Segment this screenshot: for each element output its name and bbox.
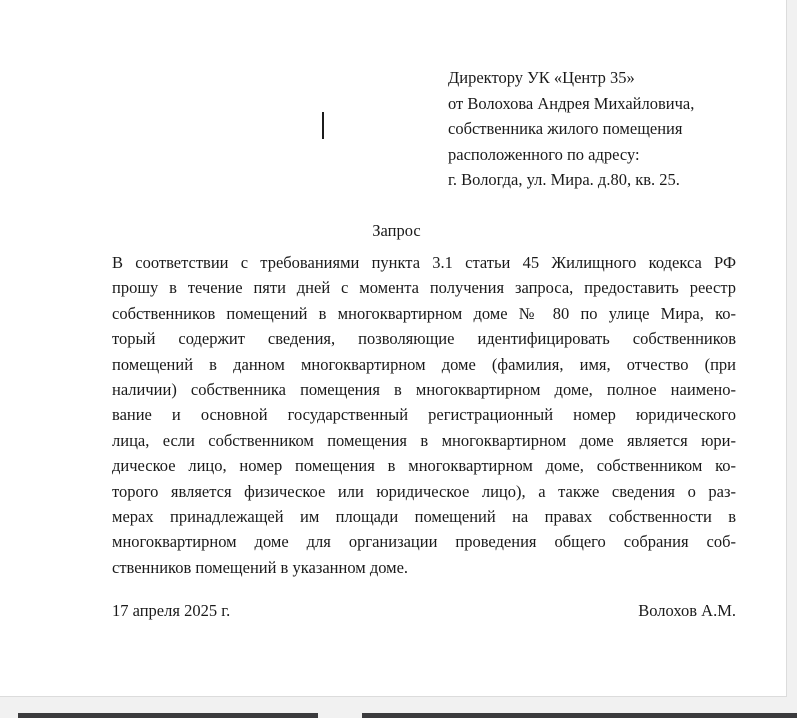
addressee-line-address-value: г. Вологда, ул. Мира. д.80, кв. 25. xyxy=(448,170,680,189)
horizontal-scrollbar-thumb[interactable] xyxy=(18,713,318,718)
addressee-line-from: от Волохова Андрея Михайловича, xyxy=(448,93,695,113)
horizontal-scrollbar-thumb-secondary[interactable] xyxy=(362,713,797,718)
document-footer xyxy=(112,600,736,622)
body-line: вание и основной государственный регистрационный номер юридического xyxy=(112,405,736,425)
body-line: дическое лицо, номер помещения в многоквартирном доме, собственником ко- xyxy=(112,456,736,476)
body-line: торого является физическое или юридическое лицо), а также сведения о раз- xyxy=(112,481,736,501)
document-title-text: Запрос xyxy=(372,221,421,240)
addressee-line-address-label: расположенного по адресу: xyxy=(448,144,640,164)
addressee-line-director: Директору УК «Центр 35» xyxy=(448,68,635,87)
addressee-block xyxy=(448,65,748,193)
document-title xyxy=(0,220,787,242)
body-line: прошу в течение пяти дней с момента получения запроса, предоставить реестр xyxy=(112,278,736,298)
document-body xyxy=(112,250,736,580)
body-line: мерах принадлежащей им площади помещений на правах собственности в xyxy=(112,507,736,527)
body-line: наличии) собственника помещения в многоквартирном доме, полное наимено- xyxy=(112,380,736,400)
addressee-line-owner: собственника жилого помещения xyxy=(448,119,683,138)
body-line: многоквартирном доме для организации проведения общего собрания соб- xyxy=(112,532,736,552)
body-line: торый содержит сведения, позволяющие идентифицировать собственников xyxy=(112,329,736,349)
text-caret xyxy=(322,112,324,139)
body-line: собственников помещений в многоквартирном доме № 80 по улице Мира, ко- xyxy=(112,303,736,323)
body-line: ственников помещений в указанном доме. xyxy=(112,557,409,577)
footer-signer: Волохов А.М. xyxy=(638,601,736,620)
body-line: В соответствии с требованиями пункта 3.1 статьи 45 Жилищного кодекса РФ xyxy=(112,253,736,272)
body-line: лица, если собственником помещения в многоквартирном доме является юри- xyxy=(112,430,736,450)
footer-date: 17 апреля 2025 г. xyxy=(112,601,231,620)
horizontal-scrollbar[interactable] xyxy=(0,710,797,718)
body-line: помещений в данном многоквартирном доме (фамилия, имя, отчество (при xyxy=(112,354,736,374)
